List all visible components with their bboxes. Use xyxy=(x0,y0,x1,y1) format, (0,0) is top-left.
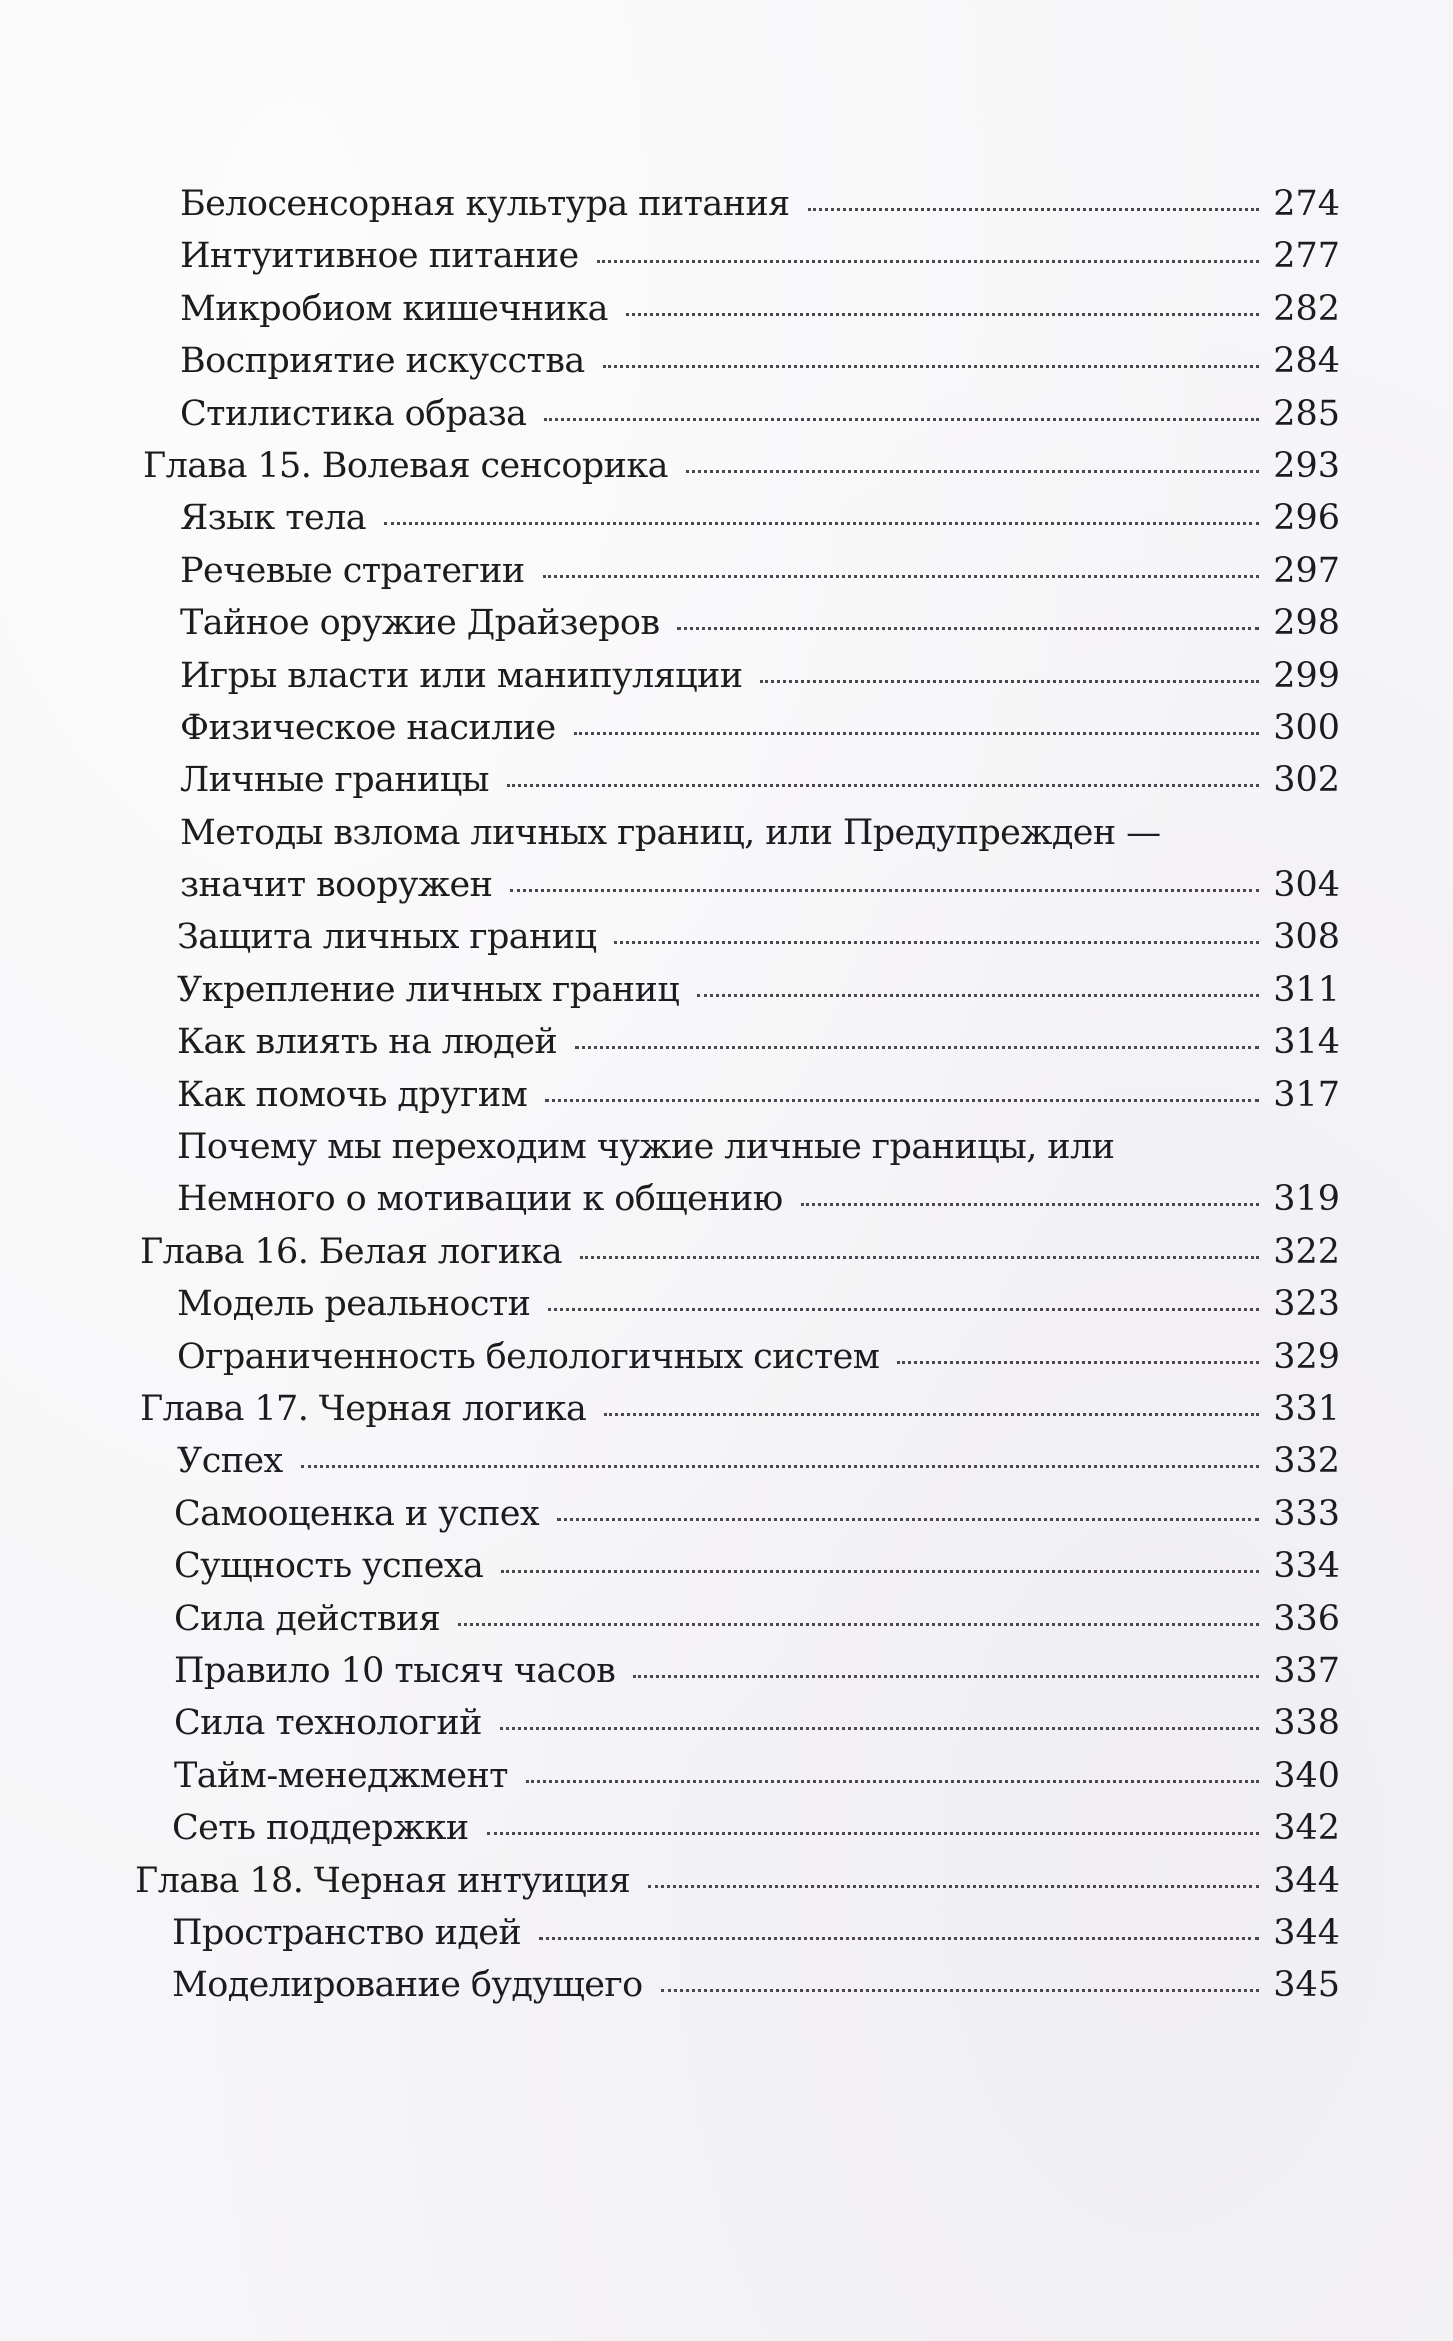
dot-leader xyxy=(500,1727,1259,1730)
dot-leader xyxy=(897,1361,1259,1364)
toc-entry-title: Сеть поддержки xyxy=(172,1808,469,1849)
toc-entry xyxy=(129,1645,1340,1697)
toc-entry xyxy=(127,1802,1340,1854)
toc-entry-page: 332 xyxy=(1273,1441,1340,1482)
dot-leader xyxy=(458,1623,1259,1626)
dot-leader xyxy=(548,1308,1259,1311)
toc-entry xyxy=(129,1540,1340,1592)
dot-leader xyxy=(677,627,1259,630)
toc-entry-title: Ограниченность белологичных систем xyxy=(177,1336,880,1377)
dot-leader xyxy=(301,1465,1260,1468)
toc-entry xyxy=(135,178,1340,230)
toc-entry-title-first-line: Методы взлома личных границ, или Предупрежден — xyxy=(180,812,1161,853)
toc-entry-title: значит вооружен xyxy=(180,865,493,906)
toc-entry-multiline xyxy=(135,807,1340,912)
toc-entry-title: Самооценка и успех xyxy=(174,1493,540,1534)
table-of-contents xyxy=(135,178,1340,2012)
dot-leader xyxy=(557,1518,1259,1521)
dot-leader xyxy=(545,1099,1259,1102)
toc-entry-page: 338 xyxy=(1273,1703,1340,1744)
dot-leader xyxy=(661,1989,1260,1992)
toc-entry-page: 284 xyxy=(1273,341,1340,382)
dot-leader xyxy=(539,1937,1259,1940)
toc-entry xyxy=(129,1488,1340,1540)
dot-leader xyxy=(597,260,1260,263)
dot-leader xyxy=(603,365,1260,368)
dot-leader xyxy=(574,732,1260,735)
toc-entry-page: 304 xyxy=(1273,865,1340,906)
dot-leader xyxy=(633,1675,1259,1678)
dot-leader xyxy=(544,418,1259,421)
toc-entry-title: Игры власти или манипуляции xyxy=(180,655,743,696)
toc-entry-page: 342 xyxy=(1273,1808,1340,1849)
toc-entry-title: Сила технологий xyxy=(174,1703,482,1744)
toc-entry-page: 298 xyxy=(1273,603,1340,644)
dot-leader xyxy=(626,313,1259,316)
toc-entry xyxy=(135,545,1340,597)
dot-leader xyxy=(510,889,1259,892)
toc-entry-title: Успех xyxy=(177,1441,283,1482)
toc-entry-page: 333 xyxy=(1273,1493,1340,1534)
toc-entry-page: 317 xyxy=(1273,1074,1340,1115)
toc-entry xyxy=(135,335,1340,387)
toc-entry-title: Как помочь другим xyxy=(177,1074,528,1115)
toc-entry xyxy=(129,1750,1340,1802)
toc-entry-title: Тайное оружие Драйзеров xyxy=(180,603,660,644)
toc-entry-title: Интуитивное питание xyxy=(180,236,579,277)
toc-chapter-heading xyxy=(135,440,1340,492)
toc-entry xyxy=(132,964,1340,1016)
dot-leader xyxy=(808,208,1260,211)
toc-entry xyxy=(129,1593,1340,1645)
toc-entry-title: Белосенсорная культура питания xyxy=(180,184,790,224)
dot-leader xyxy=(384,522,1259,525)
toc-entry-page: 345 xyxy=(1273,1965,1340,2006)
toc-chapter-title: Глава 18. Черная интуиция xyxy=(135,1860,631,1901)
dot-leader xyxy=(801,1203,1260,1206)
toc-entry-title: Моделирование будущего xyxy=(172,1965,643,2006)
dot-leader xyxy=(487,1832,1260,1835)
toc-entry-page: 334 xyxy=(1273,1546,1340,1587)
dot-leader xyxy=(760,680,1259,683)
toc-entry-title: Укрепление личных границ xyxy=(177,969,680,1010)
toc-entry-page: 336 xyxy=(1273,1598,1340,1639)
toc-chapter-title: Глава 17. Черная логика xyxy=(140,1388,587,1429)
toc-entry-title: Личные границы xyxy=(180,760,489,801)
dot-leader xyxy=(507,784,1259,787)
toc-entry-title: Защита личных границ xyxy=(177,917,597,958)
dot-leader xyxy=(686,470,1259,473)
toc-entry-page: 323 xyxy=(1273,1284,1340,1325)
toc-entry xyxy=(127,1907,1340,1959)
dot-leader xyxy=(526,1780,1259,1783)
toc-chapter-heading xyxy=(132,1383,1340,1435)
toc-entry xyxy=(132,1069,1340,1121)
toc-entry xyxy=(132,1016,1340,1068)
toc-entry xyxy=(135,650,1340,702)
toc-entry-title: Тайм-менеджмент xyxy=(174,1755,508,1796)
toc-entry-title: Физическое насилие xyxy=(180,707,556,748)
toc-entry xyxy=(132,911,1340,963)
toc-entry-page: 311 xyxy=(1273,969,1340,1010)
toc-entry-page: 337 xyxy=(1273,1650,1340,1691)
dot-leader xyxy=(614,941,1259,944)
toc-entry-page: 285 xyxy=(1273,393,1340,434)
toc-entry-title: Речевые стратегии xyxy=(180,550,525,591)
toc-entry-multiline xyxy=(132,1121,1340,1226)
toc-entry-page: 297 xyxy=(1273,550,1340,591)
dot-leader xyxy=(580,1256,1259,1259)
dot-leader xyxy=(501,1570,1259,1573)
toc-entry-title: Язык тела xyxy=(180,498,366,539)
toc-entry xyxy=(135,754,1340,806)
dot-leader xyxy=(648,1885,1259,1888)
toc-entry-page: 329 xyxy=(1273,1336,1340,1377)
toc-entry-title: Пространство идей xyxy=(172,1912,522,1953)
toc-entry-title: Микробиом кишечника xyxy=(180,288,608,329)
dot-leader xyxy=(575,1046,1259,1049)
toc-entry-page: 340 xyxy=(1273,1755,1340,1796)
toc-entry-page: 274 xyxy=(1273,184,1340,224)
toc-entry-page: 319 xyxy=(1273,1179,1340,1220)
toc-entry xyxy=(135,230,1340,282)
toc-chapter-title: Глава 16. Белая логика xyxy=(140,1231,563,1272)
toc-entry xyxy=(135,597,1340,649)
toc-entry xyxy=(132,1435,1340,1487)
toc-entry-page: 293 xyxy=(1273,445,1340,486)
toc-entry xyxy=(135,702,1340,754)
toc-entry-title: Как влиять на людей xyxy=(177,1022,558,1063)
toc-entry-page: 344 xyxy=(1273,1860,1340,1901)
toc-entry xyxy=(132,1278,1340,1330)
toc-entry-page: 322 xyxy=(1273,1231,1340,1272)
toc-entry xyxy=(135,283,1340,335)
toc-chapter-heading xyxy=(132,1226,1340,1278)
toc-entry-title: Правило 10 тысяч часов xyxy=(174,1650,616,1691)
toc-entry-page: 331 xyxy=(1273,1388,1340,1429)
toc-chapter-title: Глава 15. Волевая сенсорика xyxy=(143,445,668,486)
toc-entry-page: 344 xyxy=(1273,1912,1340,1953)
toc-entry xyxy=(135,388,1340,440)
toc-entry-title: Немного о мотивации к общению xyxy=(177,1179,783,1220)
dot-leader xyxy=(604,1413,1259,1416)
dot-leader xyxy=(543,575,1260,578)
toc-entry-page: 296 xyxy=(1273,498,1340,539)
toc-entry-page: 314 xyxy=(1273,1022,1340,1063)
toc-entry-page: 308 xyxy=(1273,917,1340,958)
dot-leader xyxy=(697,994,1259,997)
toc-entry-page: 299 xyxy=(1273,655,1340,696)
toc-entry xyxy=(127,1959,1340,2011)
toc-entry xyxy=(132,1331,1340,1383)
toc-entry xyxy=(129,1697,1340,1749)
toc-entry-title: Модель реальности xyxy=(177,1284,531,1325)
toc-entry-page: 282 xyxy=(1273,288,1340,329)
toc-entry-title: Восприятие искусства xyxy=(180,341,585,382)
toc-entry-title: Стилистика образа xyxy=(180,393,527,434)
toc-entry-title: Сила действия xyxy=(174,1598,441,1639)
toc-entry-title: Сущность успеха xyxy=(174,1546,484,1587)
toc-entry-page: 300 xyxy=(1273,707,1340,748)
toc-entry-page: 277 xyxy=(1273,236,1340,277)
toc-entry-title-first-line: Почему мы переходим чужие личные границы, или xyxy=(177,1127,1115,1168)
toc-entry xyxy=(135,492,1340,544)
toc-entry-page: 302 xyxy=(1273,760,1340,801)
toc-chapter-heading xyxy=(127,1855,1340,1907)
